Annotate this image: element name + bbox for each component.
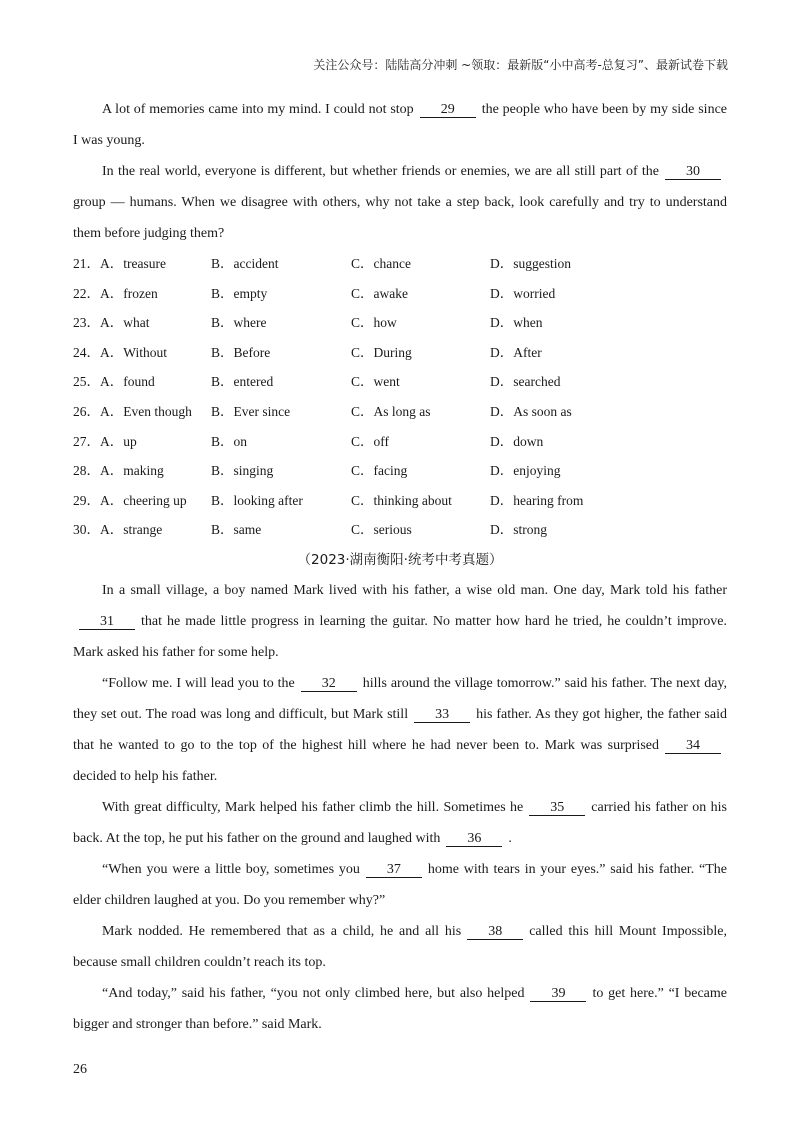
blank-38: 38 — [467, 924, 523, 940]
blank-29: 29 — [420, 102, 476, 118]
option-b: B．looking after — [211, 492, 303, 508]
option-d: D．down — [490, 433, 544, 449]
options-list — [73, 249, 727, 545]
option-a: 21．A．treasure — [73, 256, 166, 271]
option-c: C．off — [351, 433, 390, 449]
blank-39: 39 — [530, 986, 586, 1002]
option-a: 27．A．up — [73, 433, 137, 449]
option-row — [73, 279, 727, 309]
blank-36: 36 — [446, 831, 502, 847]
blank-33: 33 — [414, 707, 470, 723]
option-b: B．where — [211, 315, 267, 331]
option-d: D．when — [490, 315, 543, 331]
blank-35: 35 — [529, 800, 585, 816]
option-b: B．Before — [211, 344, 271, 360]
option-row — [73, 456, 727, 486]
option-row — [73, 249, 727, 279]
option-d: D．hearing from — [490, 492, 584, 508]
option-c: C．how — [351, 315, 397, 331]
option-c: C．serious — [351, 522, 412, 538]
option-a: 24．A．Without — [73, 344, 167, 360]
option-row — [73, 367, 727, 397]
option-b: B．entered — [211, 374, 274, 390]
option-a: 29．A．cheering up — [73, 492, 187, 508]
paragraph: “When you were a little boy, sometimes you 37 home with tears in your eyes.” said his father. “The elder children laughed at you. Do you remember why?” — [73, 861, 727, 908]
option-row — [73, 515, 727, 545]
paragraph — [73, 94, 727, 156]
option-d: D．suggestion — [490, 256, 571, 271]
paragraph — [73, 156, 727, 249]
text: group — humans. When we disagree with others, why not take a step back, look carefully and try to understand them before judging them? — [73, 195, 727, 241]
blank-32: 32 — [301, 676, 357, 692]
document-body — [73, 94, 727, 1040]
option-c: C．chance — [351, 256, 411, 271]
blank-31: 31 — [79, 614, 135, 630]
blank-37: 37 — [366, 862, 422, 878]
option-d: D．After — [490, 344, 542, 360]
option-row — [73, 486, 727, 516]
paragraph: “And today,” said his father, “you not only climbed here, but also helped 39 to get here.” “I became bigger and stronger than before.” said Mark. — [73, 985, 727, 1032]
option-c: C．As long as — [351, 403, 431, 419]
page-number: 26 — [73, 1062, 87, 1077]
source-label: （2023·湖南衡阳·统考中考真题） — [297, 551, 503, 568]
paragraph: “Follow me. I will lead you to the 32 hills around the village tomorrow.” said his father. The next day, they set out. The road was long and difficult, but Mark still 33 his father. As they got higher, the father said that he wanted to go to the top of the highest hill where he had never been to. Mark was surprised 34decided to help his father. — [73, 675, 727, 784]
option-c: C．facing — [351, 463, 408, 479]
option-a: 22．A．frozen — [73, 285, 158, 301]
paragraph: With great difficulty, Mark helped his father climb the hill. Sometimes he 35 carried his father on his back. At the top, he put his father on the ground and laughed with 36 . — [73, 799, 727, 846]
option-b: B．same — [211, 522, 262, 538]
option-b: B．on — [211, 433, 248, 449]
option-row — [73, 427, 727, 457]
page-header: 关注公众号：陆陆高分冲刺 ~领取：最新版“小中高考-总复习”、最新试卷下载 — [313, 58, 728, 72]
option-row — [73, 308, 727, 338]
option-b: B．empty — [211, 285, 268, 301]
option-c: C．During — [351, 344, 412, 360]
blank-30: 30 — [665, 164, 721, 180]
option-row — [73, 397, 727, 427]
option-c: C．awake — [351, 285, 408, 301]
option-a: 25．A．found — [73, 374, 155, 390]
option-a: 30．A．strange — [73, 522, 163, 538]
option-b: B．Ever since — [211, 403, 291, 419]
option-d: D．As soon as — [490, 403, 572, 419]
blank-34: 34 — [665, 738, 721, 754]
option-d: D．enjoying — [490, 463, 561, 479]
text: A lot of memories came into my mind. I could not stop — [102, 102, 414, 117]
option-b: B．accident — [211, 256, 279, 271]
option-a: 28．A．making — [73, 463, 164, 479]
option-a: 23．A．what — [73, 315, 150, 331]
option-c: C．thinking about — [351, 492, 452, 508]
text: In the real world, everyone is different, but whether friends or enemies, we are all still part of the — [102, 164, 659, 179]
option-a: 26．A．Even though — [73, 403, 192, 419]
text: the people who have been by my side since I was young. — [73, 102, 727, 148]
option-row — [73, 338, 727, 368]
option-b: B．singing — [211, 463, 274, 479]
paragraph: Mark nodded. He remembered that as a child, he and all his 38 called this hill Mount Impossible, because small children couldn’t reach its top. — [73, 923, 727, 970]
option-d: D．worried — [490, 285, 556, 301]
paragraph: In a small village, a boy named Mark lived with his father, a wise old man. One day, Mark told his father31 that he made little progress in learning the guitar. No matter how hard he tried, he couldn’t improve. Mark asked his father for some help. — [73, 582, 727, 660]
option-d: D．searched — [490, 374, 561, 390]
option-c: C．went — [351, 374, 400, 390]
option-d: D．strong — [490, 522, 547, 538]
